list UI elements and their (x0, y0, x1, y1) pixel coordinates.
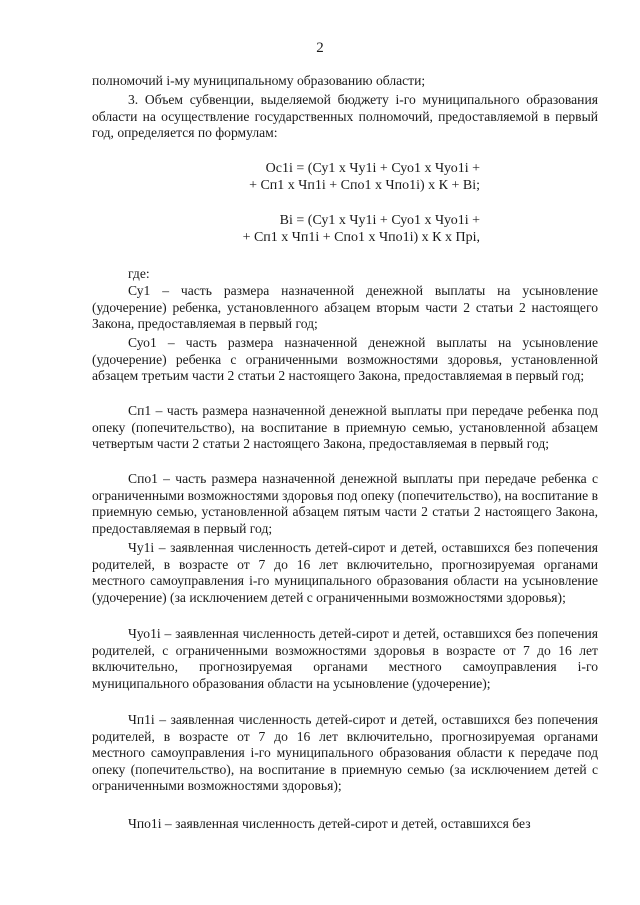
formula-2-line-1: Вi = (Су1 х Чу1i + Суо1 х Чуо1i + (279, 213, 480, 228)
formula-1-line-2: + Сп1 х Чп1i + Спо1 х Чпо1i) х К + Вi; (249, 178, 480, 193)
definition-chu1i: Чу1i – заявленная численность детей-сирот и детей, оставшихся без попечения родителей, в возрасте от 7 до 16 лет включительно, прогнозируемая органами местного самоуправления i-го муниципального образования области на усыновление (удочерение) (за исключением детей с ограниченными возможностями здоровья); (92, 540, 598, 605)
definition-spo1: Спо1 – часть размера назначенной денежной выплаты при передаче ребенка с ограниченными возможностями здоровья под опеку (попечительство), на воспитание в приемную семью, установленной абзацем пятым части 2 статьи 2 настоящего Закона, предоставляемая в первый год; (92, 471, 598, 536)
definition-sp1: Сп1 – часть размера назначенной денежной выплаты при передаче ребенка под опеку (попечительство), на воспитание в приемную семью, установленной абзацем четвертым части 2 статьи 2 настоящего Закона, предоставляемая в первый год; (92, 403, 598, 452)
definition-chpo1i: Чпо1i – заявленная численность детей-сирот и детей, оставшихся без (128, 816, 531, 831)
intro-tail-paragraph: полномочий i-му муниципальному образованию области; (92, 73, 426, 88)
page-number: 2 (316, 40, 324, 56)
definition-chuo1i: Чуо1i – заявленная численность детей-сирот и детей, оставшихся без попечения родителей, с ограниченными возможностями здоровья в возрасте от 7 до 16 лет включительно, прогнозируемая органами местного самоуправления i-го муниципального образования области на усыновление (удочерение); (92, 626, 598, 691)
where-label: где: (128, 266, 150, 281)
definition-suo1: Суо1 – часть размера назначенной денежной выплаты на усыновление (удочерение) ребенка с ограниченными возможностями здоровья, установленной абзацем третьим части 2 статьи 2 настоящего Закона, предоставляемая в первый год; (92, 335, 598, 384)
item-3-paragraph: 3. Объем субвенции, выделяемой бюджету i-го муниципального образования области на осуществление государственных полномочий, предоставляемой в первый год, определяется по формулам: (92, 92, 598, 141)
definition-su1: Су1 – часть размера назначенной денежной выплаты на усыновление (удочерение) ребенка, установленного абзацем вторым части 2 статьи 2 настоящего Закона, предоставляемая в первый год; (92, 283, 598, 332)
formula-1-line-1: Ос1i = (Су1 х Чу1i + Суо1 х Чуо1i + (265, 161, 480, 176)
formula-2-line-2: + Сп1 х Чп1i + Спо1 х Чпо1i) х К х Прi, (242, 230, 480, 245)
definition-chp1i: Чп1i – заявленная численность детей-сирот и детей, оставшихся без попечения родителей, в возрасте от 7 до 16 лет включительно, прогнозируемая органами местного самоуправления i-го муниципального образования области к передаче под опеку (попечительство), на воспитание в приемную семью (за исключением детей с ограниченными возможностями здоровья); (92, 712, 598, 794)
